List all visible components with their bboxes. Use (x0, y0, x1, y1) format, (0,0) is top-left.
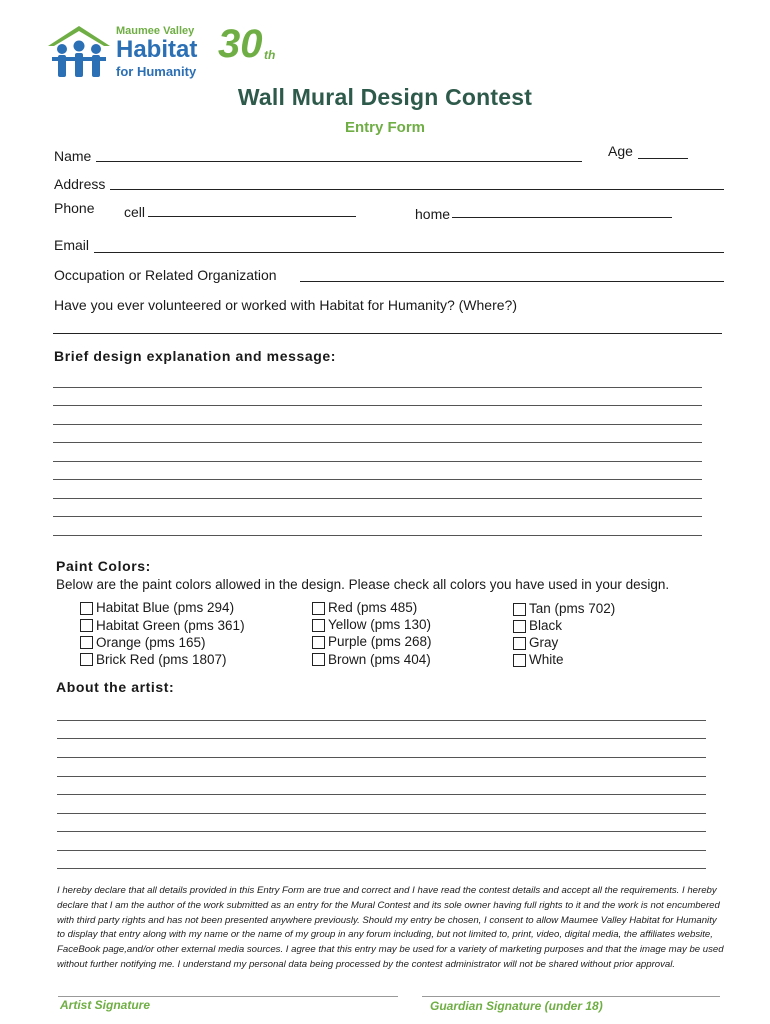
declaration-text: I hereby declare that all details provided in this Entry Form are true and correct and I have read the contest details and accept all the requirements. I hereby declare that I am the author of the work submitted as an entry for the Mural Contest and its sole owner having full rights to it and the work is not encumbered with third party rights and has not been presented anywhere previously. Should my entry be chosen, I consent to allow Maumee Valley Habitat for Humanity to display that entry along with my name or the name of my group in any forum including, but not limited to, print, video, digital media, the affiliates website, FaceBook page,and/or other external media sources. I agree that this entry may be used for a variety of marketing purposes and that the image may be used without further notifying me. I understand my personal data being processed by the contest administrator will not be shared without prior approval. (57, 885, 724, 970)
checkbox-tan[interactable] (513, 603, 526, 616)
color-label: Habitat Blue (pms 294) (96, 600, 235, 615)
age-field[interactable] (638, 158, 688, 159)
artist-line[interactable] (57, 757, 706, 758)
page-title: Wall Mural Design Contest (237, 84, 533, 110)
guardian-signature-field[interactable] (422, 996, 720, 997)
artist-line[interactable] (57, 720, 706, 721)
volunteer-question: Have you ever volunteered or worked with Habitat for Humanity? (Where?) (54, 297, 517, 313)
volunteer-answer-field[interactable] (53, 333, 722, 334)
anniversary-number: 30 (218, 22, 263, 66)
occupation-label: Occupation or Related Organization (54, 267, 277, 283)
color-label: Brick Red (pms 1807) (96, 652, 227, 667)
design-line[interactable] (53, 442, 702, 443)
artist-line[interactable] (57, 794, 706, 795)
color-label: Brown (pms 404) (328, 652, 431, 667)
artist-line[interactable] (57, 868, 706, 869)
house-people-icon (46, 24, 112, 78)
color-label: Gray (529, 635, 559, 650)
design-line[interactable] (53, 387, 702, 388)
checkbox-gray[interactable] (513, 637, 526, 650)
design-line[interactable] (53, 405, 702, 406)
paint-section-heading: Paint Colors: (56, 558, 151, 574)
artist-signature-label: Artist Signature (60, 998, 151, 1012)
design-line[interactable] (53, 535, 702, 536)
design-line[interactable] (53, 498, 702, 499)
color-label: Yellow (pms 130) (328, 617, 432, 632)
design-line[interactable] (53, 424, 702, 425)
checkbox-habitat-blue[interactable] (80, 602, 93, 615)
design-line[interactable] (53, 479, 702, 480)
phone-label: Phone (54, 200, 95, 216)
checkbox-brick-red[interactable] (80, 653, 93, 666)
page-subtitle: Entry Form (344, 119, 425, 136)
home-label: home (415, 206, 451, 222)
checkbox-white[interactable] (513, 654, 526, 667)
occupation-field[interactable] (300, 281, 724, 282)
design-line[interactable] (53, 461, 702, 462)
address-field[interactable] (110, 189, 724, 190)
email-field[interactable] (94, 252, 724, 253)
logo-line-3: for Humanity (116, 64, 197, 79)
checkbox-habitat-green[interactable] (80, 619, 93, 632)
cell-label: cell (124, 204, 146, 220)
color-label: White (529, 652, 564, 667)
artist-line[interactable] (57, 776, 706, 777)
checkbox-purple[interactable] (312, 636, 325, 649)
color-label: Red (pms 485) (328, 600, 418, 615)
name-label: Name (54, 148, 92, 164)
color-label: Habitat Green (pms 361) (96, 618, 245, 633)
color-label: Orange (pms 165) (96, 635, 206, 650)
cell-phone-field[interactable] (148, 216, 356, 217)
artist-section-heading: About the artist: (56, 679, 175, 695)
habitat-logo (46, 24, 216, 80)
checkbox-brown[interactable] (312, 653, 325, 666)
artist-line[interactable] (57, 813, 706, 814)
color-label: Purple (pms 268) (328, 634, 432, 649)
design-section-heading: Brief design explanation and message: (54, 348, 337, 364)
color-label: Tan (pms 702) (529, 601, 616, 616)
anniversary-badge (218, 24, 288, 78)
checkbox-yellow[interactable] (312, 619, 325, 632)
checkbox-black[interactable] (513, 620, 526, 633)
home-phone-field[interactable] (452, 217, 672, 218)
checkbox-red[interactable] (312, 602, 325, 615)
anniversary-suffix: th (264, 48, 276, 62)
email-label: Email (54, 237, 90, 253)
age-label: Age (608, 143, 633, 159)
artist-line[interactable] (57, 831, 706, 832)
color-label: Black (529, 618, 563, 633)
address-label: Address (54, 176, 106, 192)
artist-signature-field[interactable] (58, 996, 398, 997)
artist-line[interactable] (57, 738, 706, 739)
name-field[interactable] (96, 161, 582, 162)
checkbox-orange[interactable] (80, 636, 93, 649)
paint-instructions: Below are the paint colors allowed in the design. Please check all colors you have used in your design. (56, 577, 670, 592)
logo-line-2: Habitat (116, 36, 198, 63)
design-line[interactable] (53, 516, 702, 517)
logo-line-1: Maumee Valley (116, 25, 195, 37)
guardian-signature-label: Guardian Signature (under 18) (430, 999, 603, 1013)
artist-line[interactable] (57, 850, 706, 851)
